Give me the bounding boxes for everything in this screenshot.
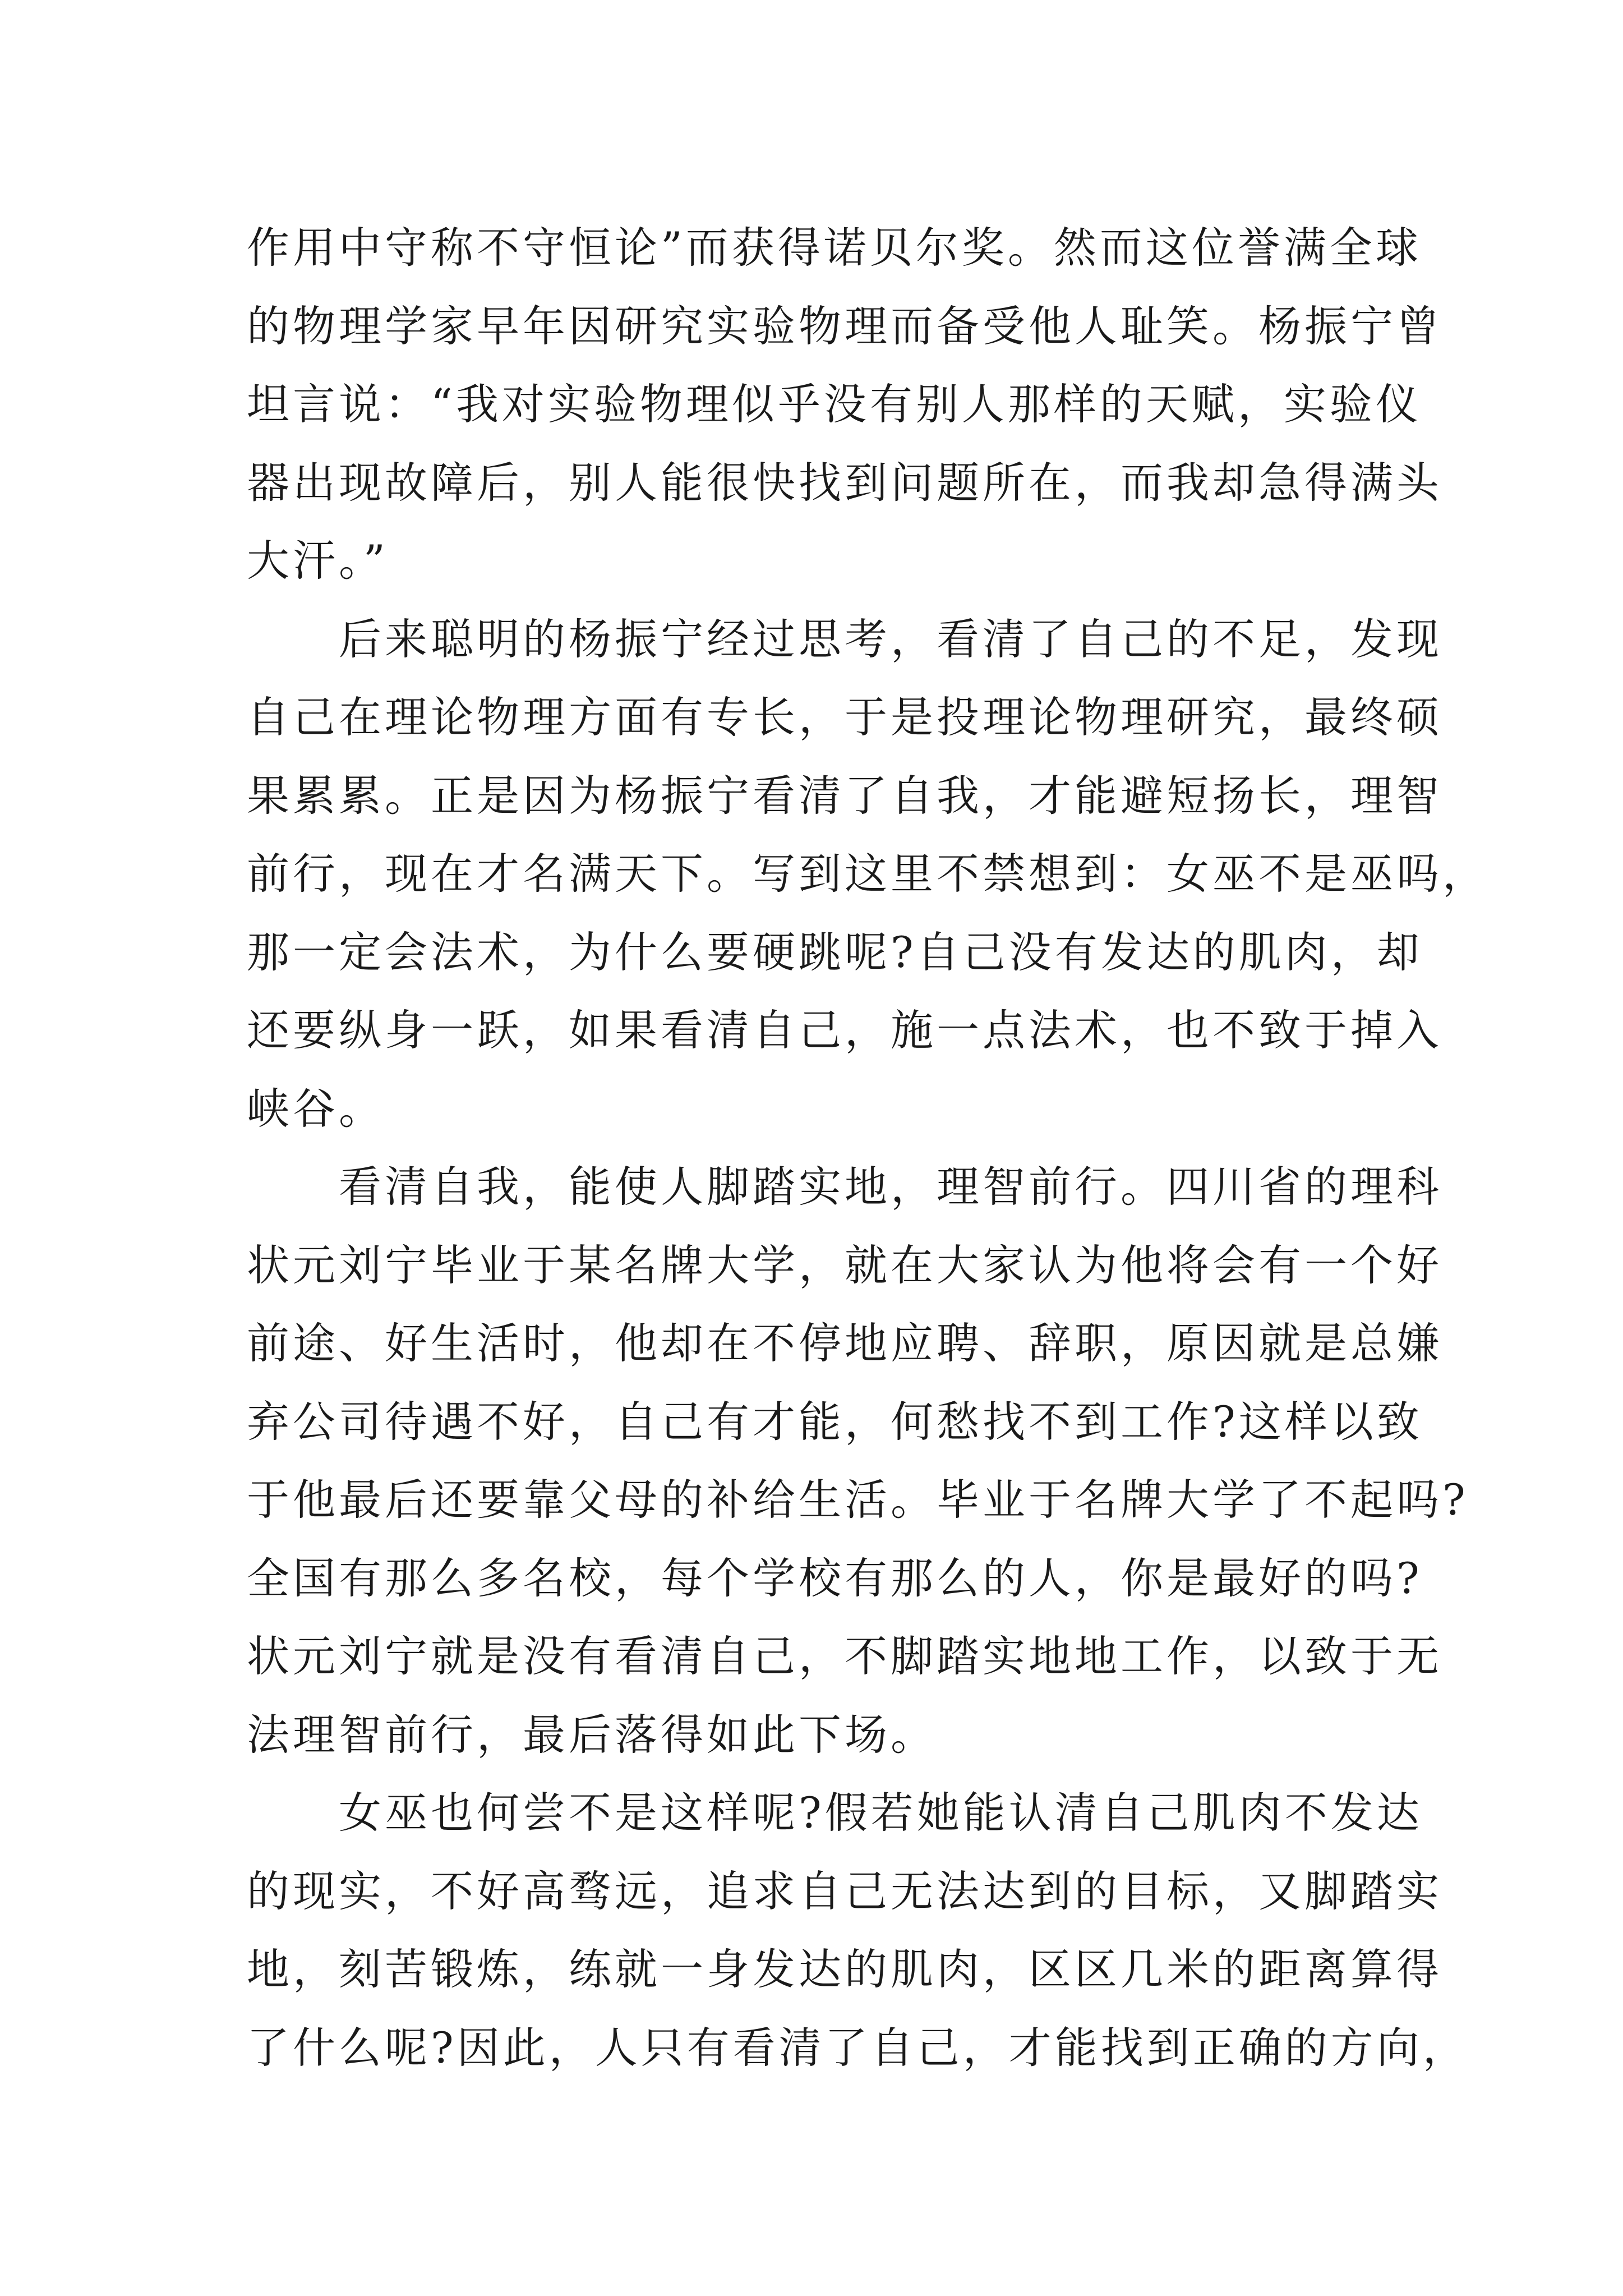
- text-line: 前途、好生活时，他却在不停地应聘、辞职，原因就是总嫌: [247, 1318, 1442, 1368]
- text-line: 峡谷。: [247, 1083, 385, 1134]
- text-line: 前行，现在才名满天下。写到这里不禁想到：女巫不是巫吗，: [247, 849, 1488, 899]
- text-line: 于他最后还要靠父母的补给生活。毕业于名牌大学了不起吗?: [247, 1475, 1469, 1525]
- paragraph-2: [247, 600, 1488, 1148]
- text-line: 作用中守称不守恒论”而获得诺贝尔奖。然而这位誉满全球: [247, 223, 1422, 273]
- text-line: 大汗。”: [247, 536, 389, 586]
- text-line: 那一定会法术，为什么要硬跳呢?自己没有发达的肌肉，却: [247, 927, 1423, 977]
- paragraph-4: [247, 1774, 1469, 2087]
- text-line: 后来聪明的杨振宁经过思考，看清了自己的不足，发现: [339, 614, 1442, 664]
- text-line: 的物理学家早年因研究实验物理而备受他人耻笑。杨振宁曾: [247, 301, 1442, 351]
- text-line: 还要纵身一跃，如果看清自己，施一点法术，也不致于掉入: [247, 1005, 1442, 1055]
- text-line: 法理智前行，最后落得如此下场。: [247, 1709, 937, 1760]
- text-line: 地，刻苦锻炼，练就一身发达的肌肉，区区几米的距离算得: [247, 1944, 1442, 1994]
- text-line: 女巫也何尝不是这样呢?假若她能认清自己肌肉不发达: [339, 1788, 1423, 1838]
- text-line: 果累累。正是因为杨振宁看清了自我，才能避短扬长，理智: [247, 770, 1442, 821]
- text-line: 器出现故障后，别人能很快找到问题所在，而我却急得满头: [247, 457, 1442, 508]
- text-line: 了什么呢?因此，人只有看清了自己，才能找到正确的方向，: [247, 2022, 1469, 2073]
- body-text: [247, 209, 1488, 2087]
- text-line: 自己在理论物理方面有专长，于是投理论物理研究，最终硕: [247, 692, 1442, 742]
- paragraph-3: [247, 1148, 1469, 1774]
- text-line: 坦言说：“我对实验物理似乎没有别人那样的天赋，实验仪: [247, 379, 1422, 429]
- text-line: 的现实，不好高骛远，追求自己无法达到的目标，又脚踏实: [247, 1866, 1442, 1916]
- text-line: 弃公司待遇不好，自己有才能，何愁找不到工作?这样以致: [247, 1396, 1423, 1447]
- text-line: 状元刘宁毕业于某名牌大学，就在大家认为他将会有一个好: [247, 1240, 1442, 1290]
- text-line: 状元刘宁就是没有看清自己，不脚踏实地地工作，以致于无: [247, 1631, 1442, 1681]
- text-line: 看清自我，能使人脚踏实地，理智前行。四川省的理科: [339, 1162, 1442, 1212]
- text-line: 全国有那么多名校，每个学校有那么的人，你是最好的吗?: [247, 1553, 1423, 1603]
- paragraph-1: [247, 209, 1442, 600]
